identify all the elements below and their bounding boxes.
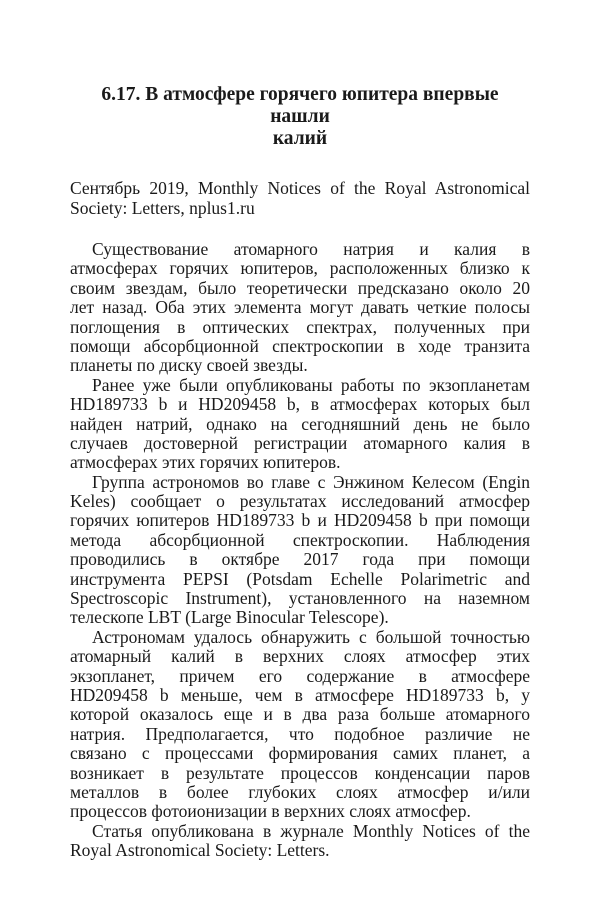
text-line: найден натрий, однако на сегодняшний день не было xyxy=(70,413,530,434)
text-line: инструмента PEPSI (Potsdam Echelle Polarimetric and xyxy=(70,568,530,589)
meta-line: Society: Letters, nplus1.ru xyxy=(70,198,255,218)
text-line: планеты по диску своей звезды. xyxy=(70,355,308,376)
paragraph xyxy=(70,822,530,861)
text-line: возникает в результате процессов конденсации паров xyxy=(70,762,530,783)
article-body xyxy=(70,240,530,861)
text-line: Spectroscopic Instrument), установленного на наземном xyxy=(70,588,530,609)
text-line: процессов фотоионизации в верхних слоях атмосфер. xyxy=(70,801,471,822)
text-line: HD189733 b и HD209458 b, в атмосферах которых был xyxy=(70,394,530,415)
text-line: Royal Astronomical Society: Letters. xyxy=(70,840,330,861)
document-page xyxy=(70,84,530,861)
text-line: поглощения в оптических спектрах, полученных при xyxy=(70,316,530,337)
text-line: атмосферах этих горячих юпитеров. xyxy=(70,452,341,473)
text-line: связано с процессами формирования самих планет, а xyxy=(70,743,530,764)
text-line: своим звездам, было теоретически предсказано около 20 xyxy=(70,277,530,298)
text-line: Существование атомарного натрия и калия в xyxy=(92,239,530,259)
paragraph xyxy=(70,628,530,822)
title-line: калий xyxy=(272,128,328,149)
text-line: случаев достоверной регистрации атомарного калия в xyxy=(70,432,530,453)
text-line: Статья опубликована в журнале Monthly Notices of the xyxy=(92,820,530,841)
text-line: проводились в октябре 2017 года при помощи xyxy=(70,549,530,570)
text-line: атомарный калий в верхних слоях атмосфер этих xyxy=(70,646,530,667)
paragraph xyxy=(70,473,530,628)
text-line: метода абсорбционной спектроскопии. Наблюдения xyxy=(70,529,530,550)
text-line: телескопе LBT (Large Binocular Telescope). xyxy=(70,607,389,628)
text-line: HD209458 b меньше, чем в атмосфере HD189733 b, у xyxy=(70,684,530,705)
paragraph xyxy=(70,240,530,376)
section-title xyxy=(70,84,530,150)
text-line: атмосферах горячих юпитеров, расположенных близко к xyxy=(70,258,530,279)
title-line: 6.17. В атмосфере горячего юпитера впервые нашли xyxy=(101,84,499,127)
text-line: экзопланет, причем его содержание в атмосфере xyxy=(70,665,530,686)
text-line: помощи абсорбционной спектроскопии в ходе транзита xyxy=(70,335,530,356)
text-line: горячих юпитеров HD189733 b и HD209458 b при помощи xyxy=(70,510,530,531)
source-info xyxy=(70,178,530,218)
text-line: Ранее уже были опубликованы работы по экзопланетам xyxy=(92,374,530,395)
text-line: Keles) сообщает о результатах исследований атмосфер xyxy=(70,491,530,512)
text-line: натрия. Предполагается, что подобное различие не xyxy=(70,723,530,744)
meta-line: Сентябрь 2019, Monthly Notices of the Royal Astronomical xyxy=(70,178,530,198)
text-line: Астрономам удалось обнаружить с большой точностью xyxy=(92,626,530,647)
text-line: Группа астрономов во главе с Энжином Келесом (Engin xyxy=(92,471,530,492)
paragraph xyxy=(70,376,530,473)
text-line: которой оказалось еще и в два раза больше атомарного xyxy=(70,704,530,725)
text-line: металлов в более глубоких слоях атмосфер и/или xyxy=(70,781,530,802)
text-line: лет назад. Оба этих элемента могут давать четкие полосы xyxy=(70,297,530,318)
